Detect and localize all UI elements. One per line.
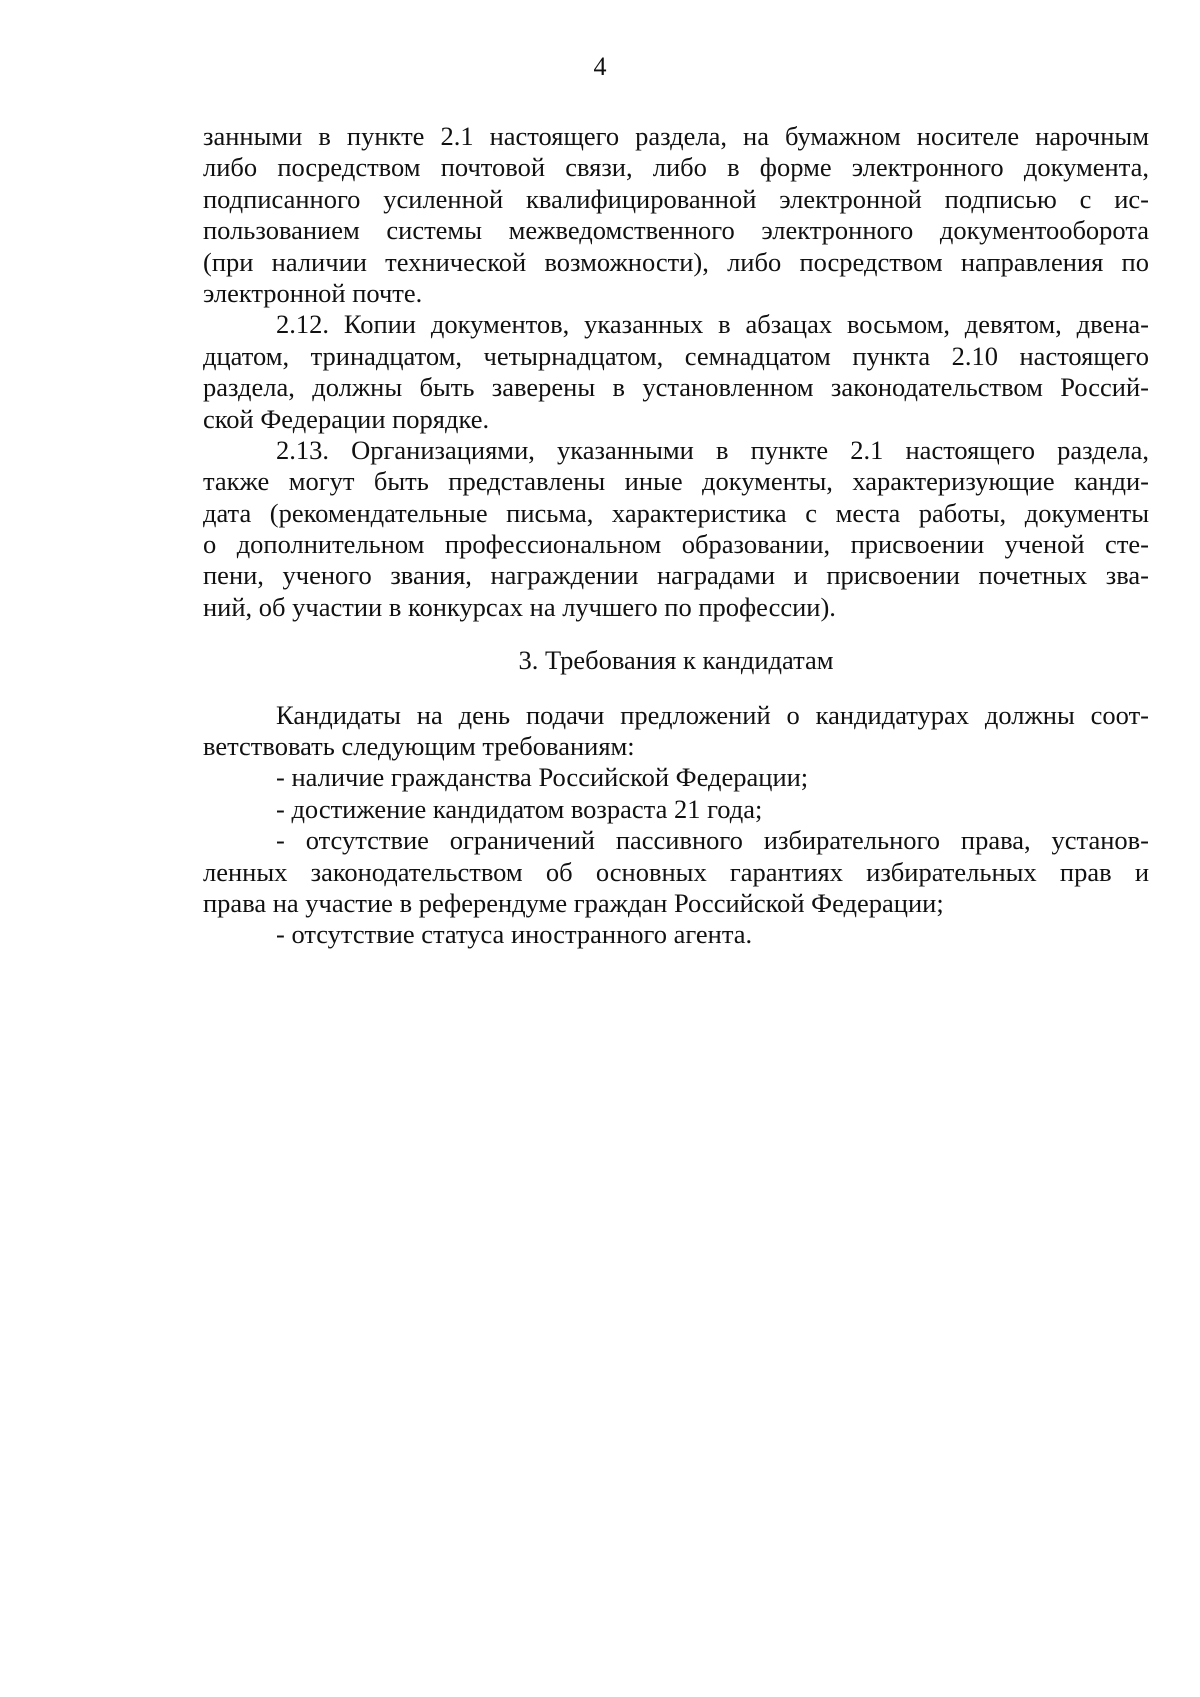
text-line: занными в пункте 2.1 настоящего раздела, на бумажном носителе нарочным	[203, 121, 1149, 151]
text-line: ний, об участии в конкурсах на лучшего по профессии).	[203, 591, 836, 622]
text-line: подписанного усиленной квалифицированной электронной подписью с ис-	[203, 183, 1149, 214]
text-line: ветствовать следующим требованиям:	[203, 731, 635, 762]
text-line: пени, ученого звания, награждении наградами и присвоении почетных зва-	[203, 560, 1149, 591]
text-line: ской Федерации порядке.	[203, 403, 490, 434]
text-line: раздела, должны быть заверены в установленном законодательством Россий-	[203, 372, 1149, 403]
text-line: о дополнительном профессиональном образовании, присвоении ученой сте-	[203, 529, 1149, 560]
requirement-restrictions-line: - отсутствие ограничений пассивного избирательного права, установ-	[276, 825, 1149, 856]
paragraph-2-11-continuation	[203, 121, 1149, 309]
requirements-list	[203, 762, 1149, 950]
text-line: дата (рекомендательные письма, характеристика с места работы, документы	[203, 497, 1149, 528]
text-line: также могут быть представлены иные документы, характеризующие канди-	[203, 466, 1149, 497]
paragraph-2-13	[203, 435, 1149, 623]
requirement-restrictions-line: ленных законодательством об основных гарантиях избирательных прав и	[203, 856, 1149, 887]
text-line: дцатом, тринадцатом, четырнадцатом, семнадцатом пункта 2.10 настоящего	[203, 340, 1149, 371]
page-number: 4	[593, 52, 607, 81]
text-line: пользованием системы межведомственного электронного документооборота	[203, 215, 1149, 246]
section-3-heading: 3. Требования к кандидатам	[518, 645, 834, 676]
text-line: либо посредством почтовой связи, либо в форме электронного документа,	[203, 152, 1149, 183]
requirement-restrictions-line: права на участие в референдуме граждан Российской Федерации;	[203, 887, 944, 918]
text-line: 2.13. Организациями, указанными в пункте 2.1 настоящего раздела,	[276, 434, 1149, 465]
requirement-foreign-agent: - отсутствие статуса иностранного агента.	[276, 919, 753, 950]
document-body	[203, 121, 1149, 951]
requirement-age: - достижение кандидатом возраста 21 года;	[276, 793, 763, 824]
text-line: (при наличии технической возможности), либо посредством направления по	[203, 246, 1149, 277]
text-line: Кандидаты на день подачи предложений о кандидатурах должны соот-	[276, 699, 1149, 730]
section-3-intro	[203, 700, 1149, 763]
text-line: электронной почте.	[203, 277, 423, 308]
paragraph-2-12	[203, 309, 1149, 435]
text-line: 2.12. Копии документов, указанных в абзацах восьмом, девятом, двена-	[276, 309, 1149, 340]
requirement-citizenship: - наличие гражданства Российской Федерации;	[276, 762, 809, 793]
